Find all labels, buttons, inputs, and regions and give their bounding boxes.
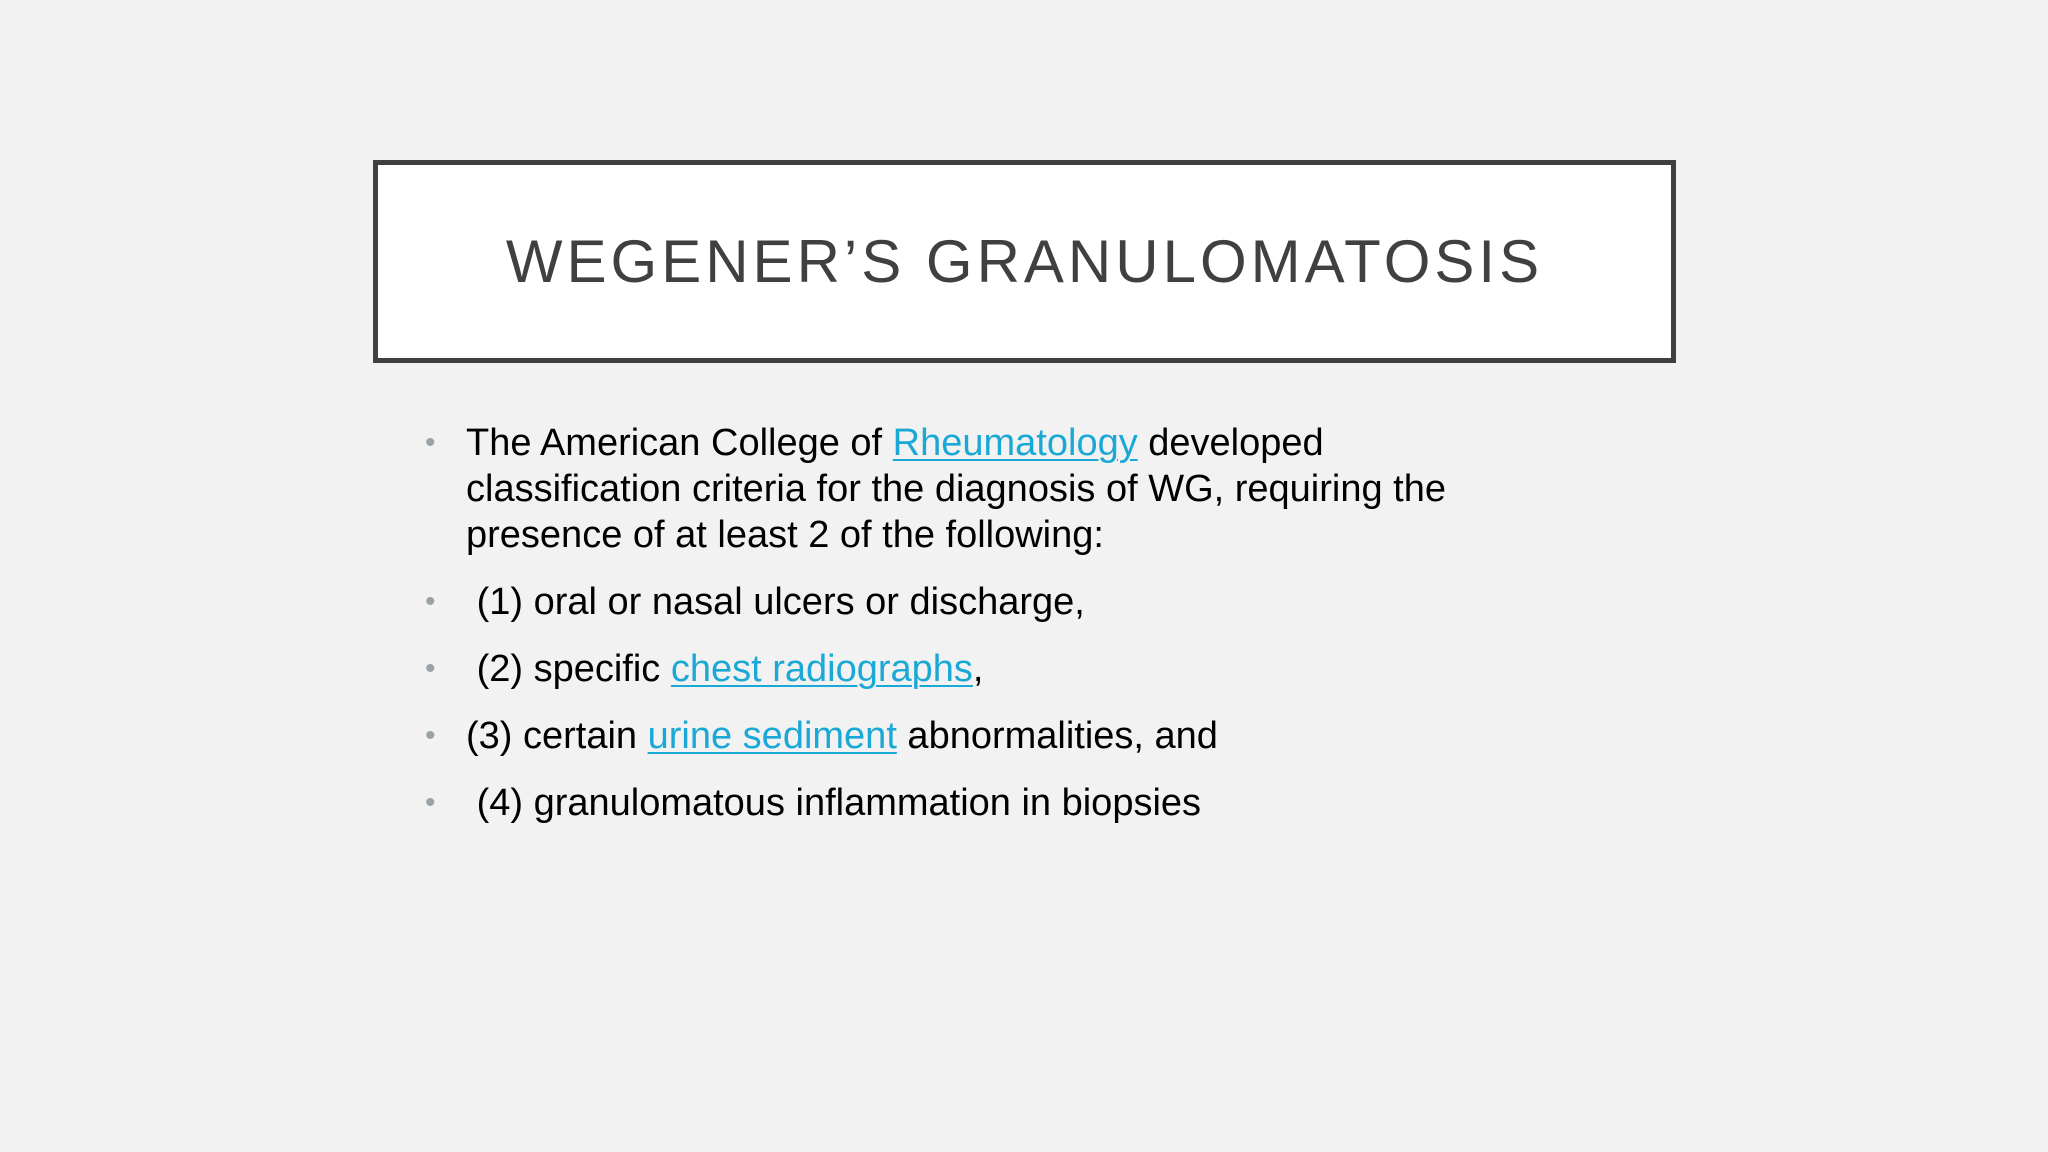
bullet-text: (2) specific bbox=[466, 648, 671, 690]
bullet-item-5 bbox=[425, 780, 1525, 826]
bullet-dot-icon: • bbox=[425, 585, 436, 618]
slide-title-box bbox=[373, 160, 1676, 363]
bullet-list bbox=[425, 420, 1525, 847]
bullet-dot-icon: • bbox=[425, 786, 436, 819]
chest-radiographs-link[interactable]: chest radiographs bbox=[670, 648, 973, 690]
bullet-text: , bbox=[972, 648, 984, 690]
bullet-item-1 bbox=[425, 420, 1525, 558]
bullet-item-2 bbox=[425, 579, 1525, 625]
bullet-text: developed classification criteria for the diagnosis of WG, requiring the presence of at least 2 of the following: bbox=[466, 422, 1457, 556]
bullet-text: (1) oral or nasal ulcers or discharge, bbox=[466, 581, 1085, 623]
bullet-text: (4) granulomatous inflammation in biopsies bbox=[466, 782, 1202, 824]
bullet-dot-icon: • bbox=[425, 426, 436, 459]
bullet-text: The American College of bbox=[466, 422, 893, 464]
slide-title: WEGENER’S GRANULOMATOSIS bbox=[505, 228, 1544, 295]
bullet-dot-icon: • bbox=[425, 719, 436, 752]
bullet-item-3 bbox=[425, 646, 1525, 692]
bullet-text: abnormalities, and bbox=[896, 715, 1218, 757]
bullet-item-4 bbox=[425, 713, 1525, 759]
bullet-dot-icon: • bbox=[425, 652, 436, 685]
rheumatology-link[interactable]: Rheumatology bbox=[892, 422, 1138, 464]
urine-sediment-link[interactable]: urine sediment bbox=[647, 715, 897, 757]
bullet-text: (3) certain bbox=[466, 715, 648, 757]
